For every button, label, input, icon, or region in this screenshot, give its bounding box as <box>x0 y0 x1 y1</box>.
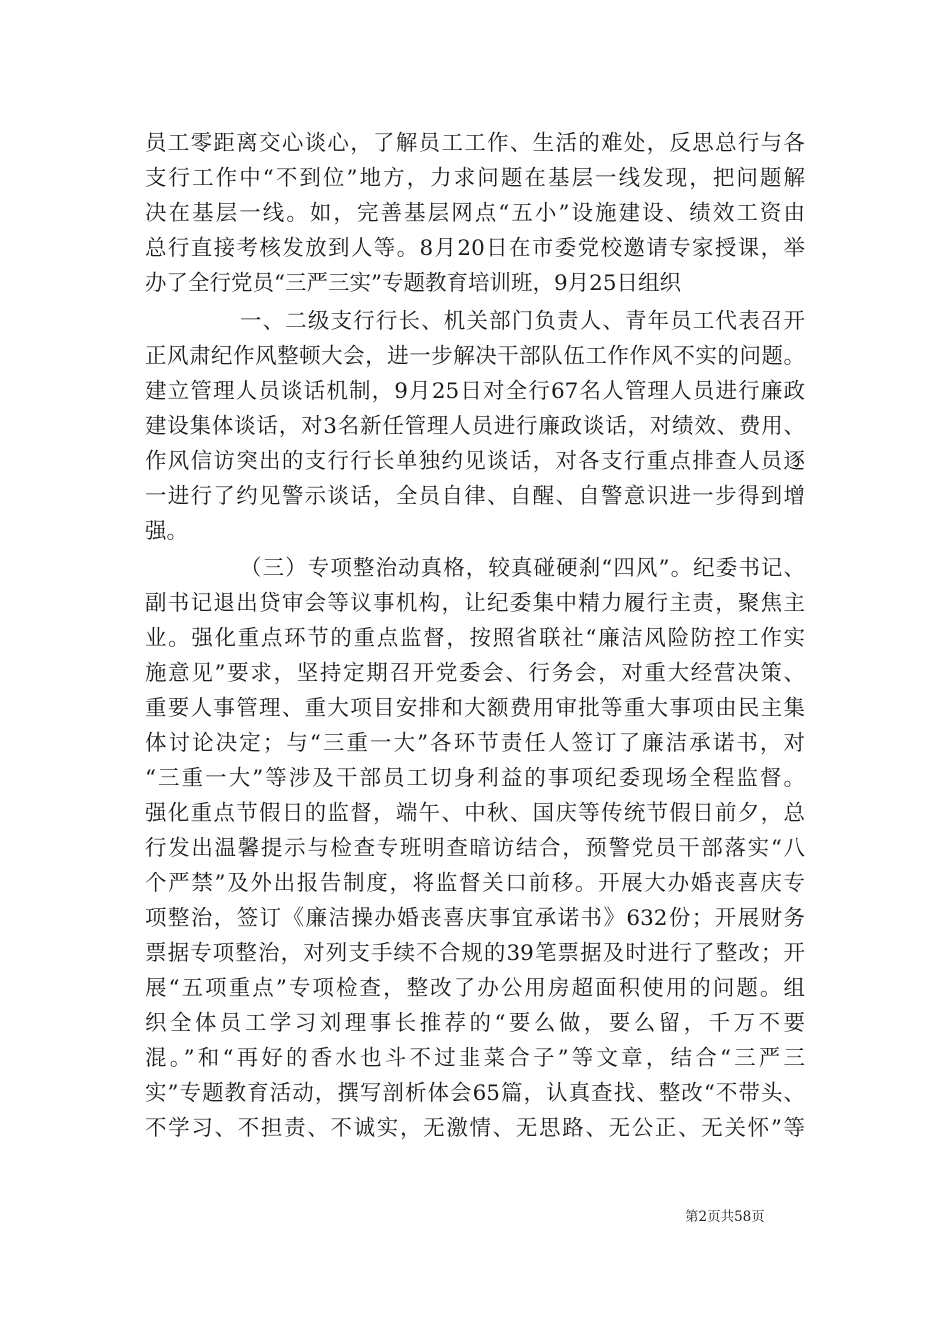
text-line: 不学习、不担责、不诚实，无激情、无思路、无公正、无关怀”等 <box>145 1116 805 1141</box>
text-line: 票据专项整治，对列支手续不合规的39笔票据及时进行了整改；开 <box>145 941 805 966</box>
text-line: 办了全行党员“三严三实”专题教育培训班，9月25日组织 <box>145 271 682 296</box>
text-line: 重要人事管理、重大项目安排和大额费用审批等重大事项由民主集 <box>145 696 805 721</box>
text-line: （三）专项整治动真格，较真碰硬刹“四风”。纪委书记、 <box>240 556 805 581</box>
text-line: 强。 <box>145 519 189 544</box>
text-line: 建立管理人员谈话机制，9月25日对全行67名人管理人员进行廉政 <box>145 379 805 404</box>
text-line: 支行工作中“不到位”地方，力求问题在基层一线发现，把问题解 <box>145 166 805 191</box>
text-line: 总行直接考核发放到人等。8月20日在市委党校邀请专家授课，举 <box>145 236 805 261</box>
text-line: 正风肃纪作风整顿大会，进一步解决干部队伍工作作风不实的问题。 <box>145 344 805 369</box>
text-line: 织全体员工学习刘理事长推荐的“要么做，要么留，千万不要 <box>145 1011 805 1036</box>
text-line: 决在基层一线。如，完善基层网点“五小”设施建设、绩效工资由 <box>145 201 805 226</box>
text-line: 个严禁”及外出报告制度，将监督关口前移。开展大办婚丧喜庆专 <box>145 871 805 896</box>
text-line: 业。强化重点环节的重点监督，按照省联社“廉洁风险防控工作实 <box>145 626 805 651</box>
text-line: 副书记退出贷审会等议事机构，让纪委集中精力履行主责，聚焦主 <box>145 591 805 616</box>
text-line: 实”专题教育活动，撰写剖析体会65篇，认真查找、整改“不带头、 <box>145 1081 805 1106</box>
text-line: 强化重点节假日的监督，端午、中秋、国庆等传统节假日前夕，总 <box>145 801 805 826</box>
text-line: 员工零距离交心谈心，了解员工工作、生活的难处，反思总行与各 <box>145 131 805 156</box>
text-line: 建设集体谈话，对3名新任管理人员进行廉政谈话，对绩效、费用、 <box>145 414 805 439</box>
text-line <box>145 1148 805 1180</box>
text-line: 行发出温馨提示与检查专班明查暗访结合，预警党员干部落实“八 <box>145 836 805 861</box>
text-line: 展“五项重点”专项检查，整改了办公用房超面积使用的问题。组 <box>145 976 805 1001</box>
text-line: 一进行了约见警示谈话，全员自律、自醒、自警意识进一步得到增 <box>145 484 805 509</box>
text-line: 体讨论决定；与“三重一大”各环节责任人签订了廉洁承诺书，对 <box>145 731 805 756</box>
text-line: 项整治，签订《廉洁操办婚丧喜庆事宜承诺书》632份；开展财务 <box>145 906 805 931</box>
text-line: 施意见”要求，坚持定期召开党委会、行务会，对重大经营决策、 <box>145 661 805 686</box>
text-line: 一、二级支行行长、机关部门负责人、青年员工代表召开 <box>240 309 805 334</box>
text-line: 作风信访突出的支行行长单独约见谈话，对各支行重点排查人员逐 <box>145 449 805 474</box>
text-line: 混。”和“再好的香水也斗不过韭菜合子”等文章，结合“三严三 <box>145 1046 805 1071</box>
page-number-footer: 第2页共58页 <box>685 1209 765 1225</box>
text-line: “三重一大”等涉及干部员工切身利益的事项纪委现场全程监督。 <box>145 766 805 791</box>
